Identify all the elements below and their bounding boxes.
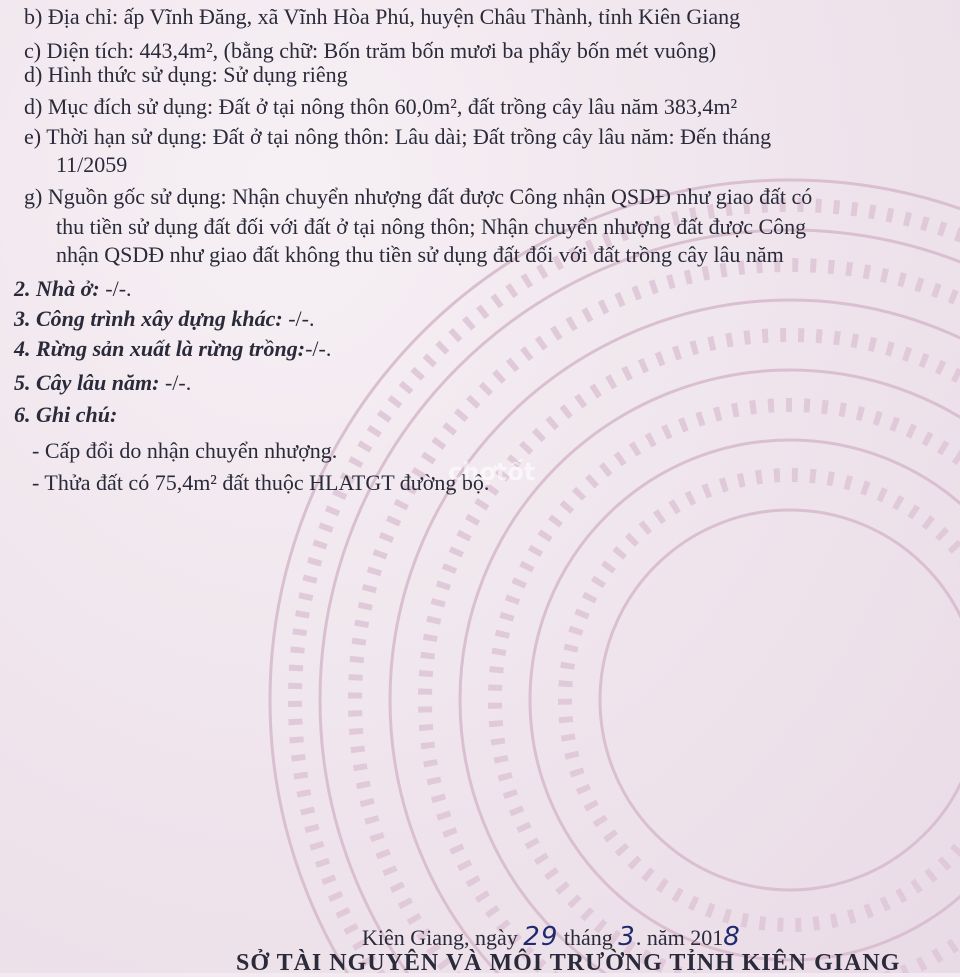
section-perennial-label: 5. Cây lâu năm: [14, 370, 160, 395]
section-house-label: 2. Nhà ở: [14, 276, 100, 301]
section-other-works-label: 3. Công trình xây dựng khác: [14, 306, 283, 331]
origin-line-2: thu tiền sử dụng đất đối với đất ở tại nông thôn; Nhận chuyển nhượng đất được Công [56, 214, 807, 239]
section-forest-label: 4. Rừng sản xuất là rừng trồng: [14, 336, 306, 361]
section-forest-value: -/-. [305, 336, 332, 361]
year-label: năm 201 [646, 925, 724, 950]
address-line: b) Địa chỉ: ấp Vĩnh Đăng, xã Vĩnh Hòa Phú, huyện Châu Thành, tỉnh Kiên Giang [24, 4, 741, 29]
month-label: tháng [563, 925, 613, 950]
issue-place: Kiên Giang, ngày [362, 925, 518, 950]
usage-form-line: d) Hình thức sử dụng: Sử dụng riêng [24, 62, 348, 87]
section-notes [14, 402, 117, 428]
issue-day: 29 [523, 922, 559, 952]
usage-term-line-2: 11/2059 [56, 152, 128, 177]
section-other-works [14, 306, 314, 332]
section-house [14, 276, 132, 302]
issue-month: 3 [618, 922, 636, 952]
origin-line-3: nhận QSDĐ như giao đất không thu tiền sử dụng đất đối với đất trồng cây lâu năm [56, 242, 784, 267]
watermark: chợtốt [448, 458, 536, 486]
section-forest [14, 336, 331, 362]
section-perennial-value: -/-. [159, 370, 192, 395]
usage-term-line: e) Thời hạn sử dụng: Đất ở tại nông thôn: Lâu dài; Đất trồng cây lâu năm: Đến tháng [24, 124, 772, 149]
note-line-1: - Cấp đổi do nhận chuyển nhượng. [32, 438, 338, 463]
section-perennial [14, 370, 191, 396]
section-notes-label: 6. Ghi chú: [14, 402, 118, 427]
issue-date: Kiên Giang, ngày 29 tháng 3. năm 2018 [362, 922, 741, 952]
issuing-authority: SỞ TÀI NGUYÊN VÀ MÔI TRƯỜNG TỈNH KIÊN GIANG [236, 950, 901, 976]
note-line-2: - Thửa đất có 75,4m² đất thuộc HLATGT đường bộ. [32, 470, 490, 495]
origin-line-1: g) Nguồn gốc sử dụng: Nhận chuyển nhượng đất được Công nhận QSDĐ như giao đất có [24, 184, 813, 209]
section-other-works-value: -/-. [282, 306, 315, 331]
issue-year-digit: 8 [723, 922, 741, 952]
usage-purpose-line: d) Mục đích sử dụng: Đất ở tại nông thôn 60,0m², đất trồng cây lâu năm 383,4m² [24, 94, 738, 119]
area-line: c) Diện tích: 443,4m², (bằng chữ: Bốn trăm bốn mươi ba phẩy bốn mét vuông) [24, 38, 717, 63]
section-house-value: -/-. [99, 276, 132, 301]
